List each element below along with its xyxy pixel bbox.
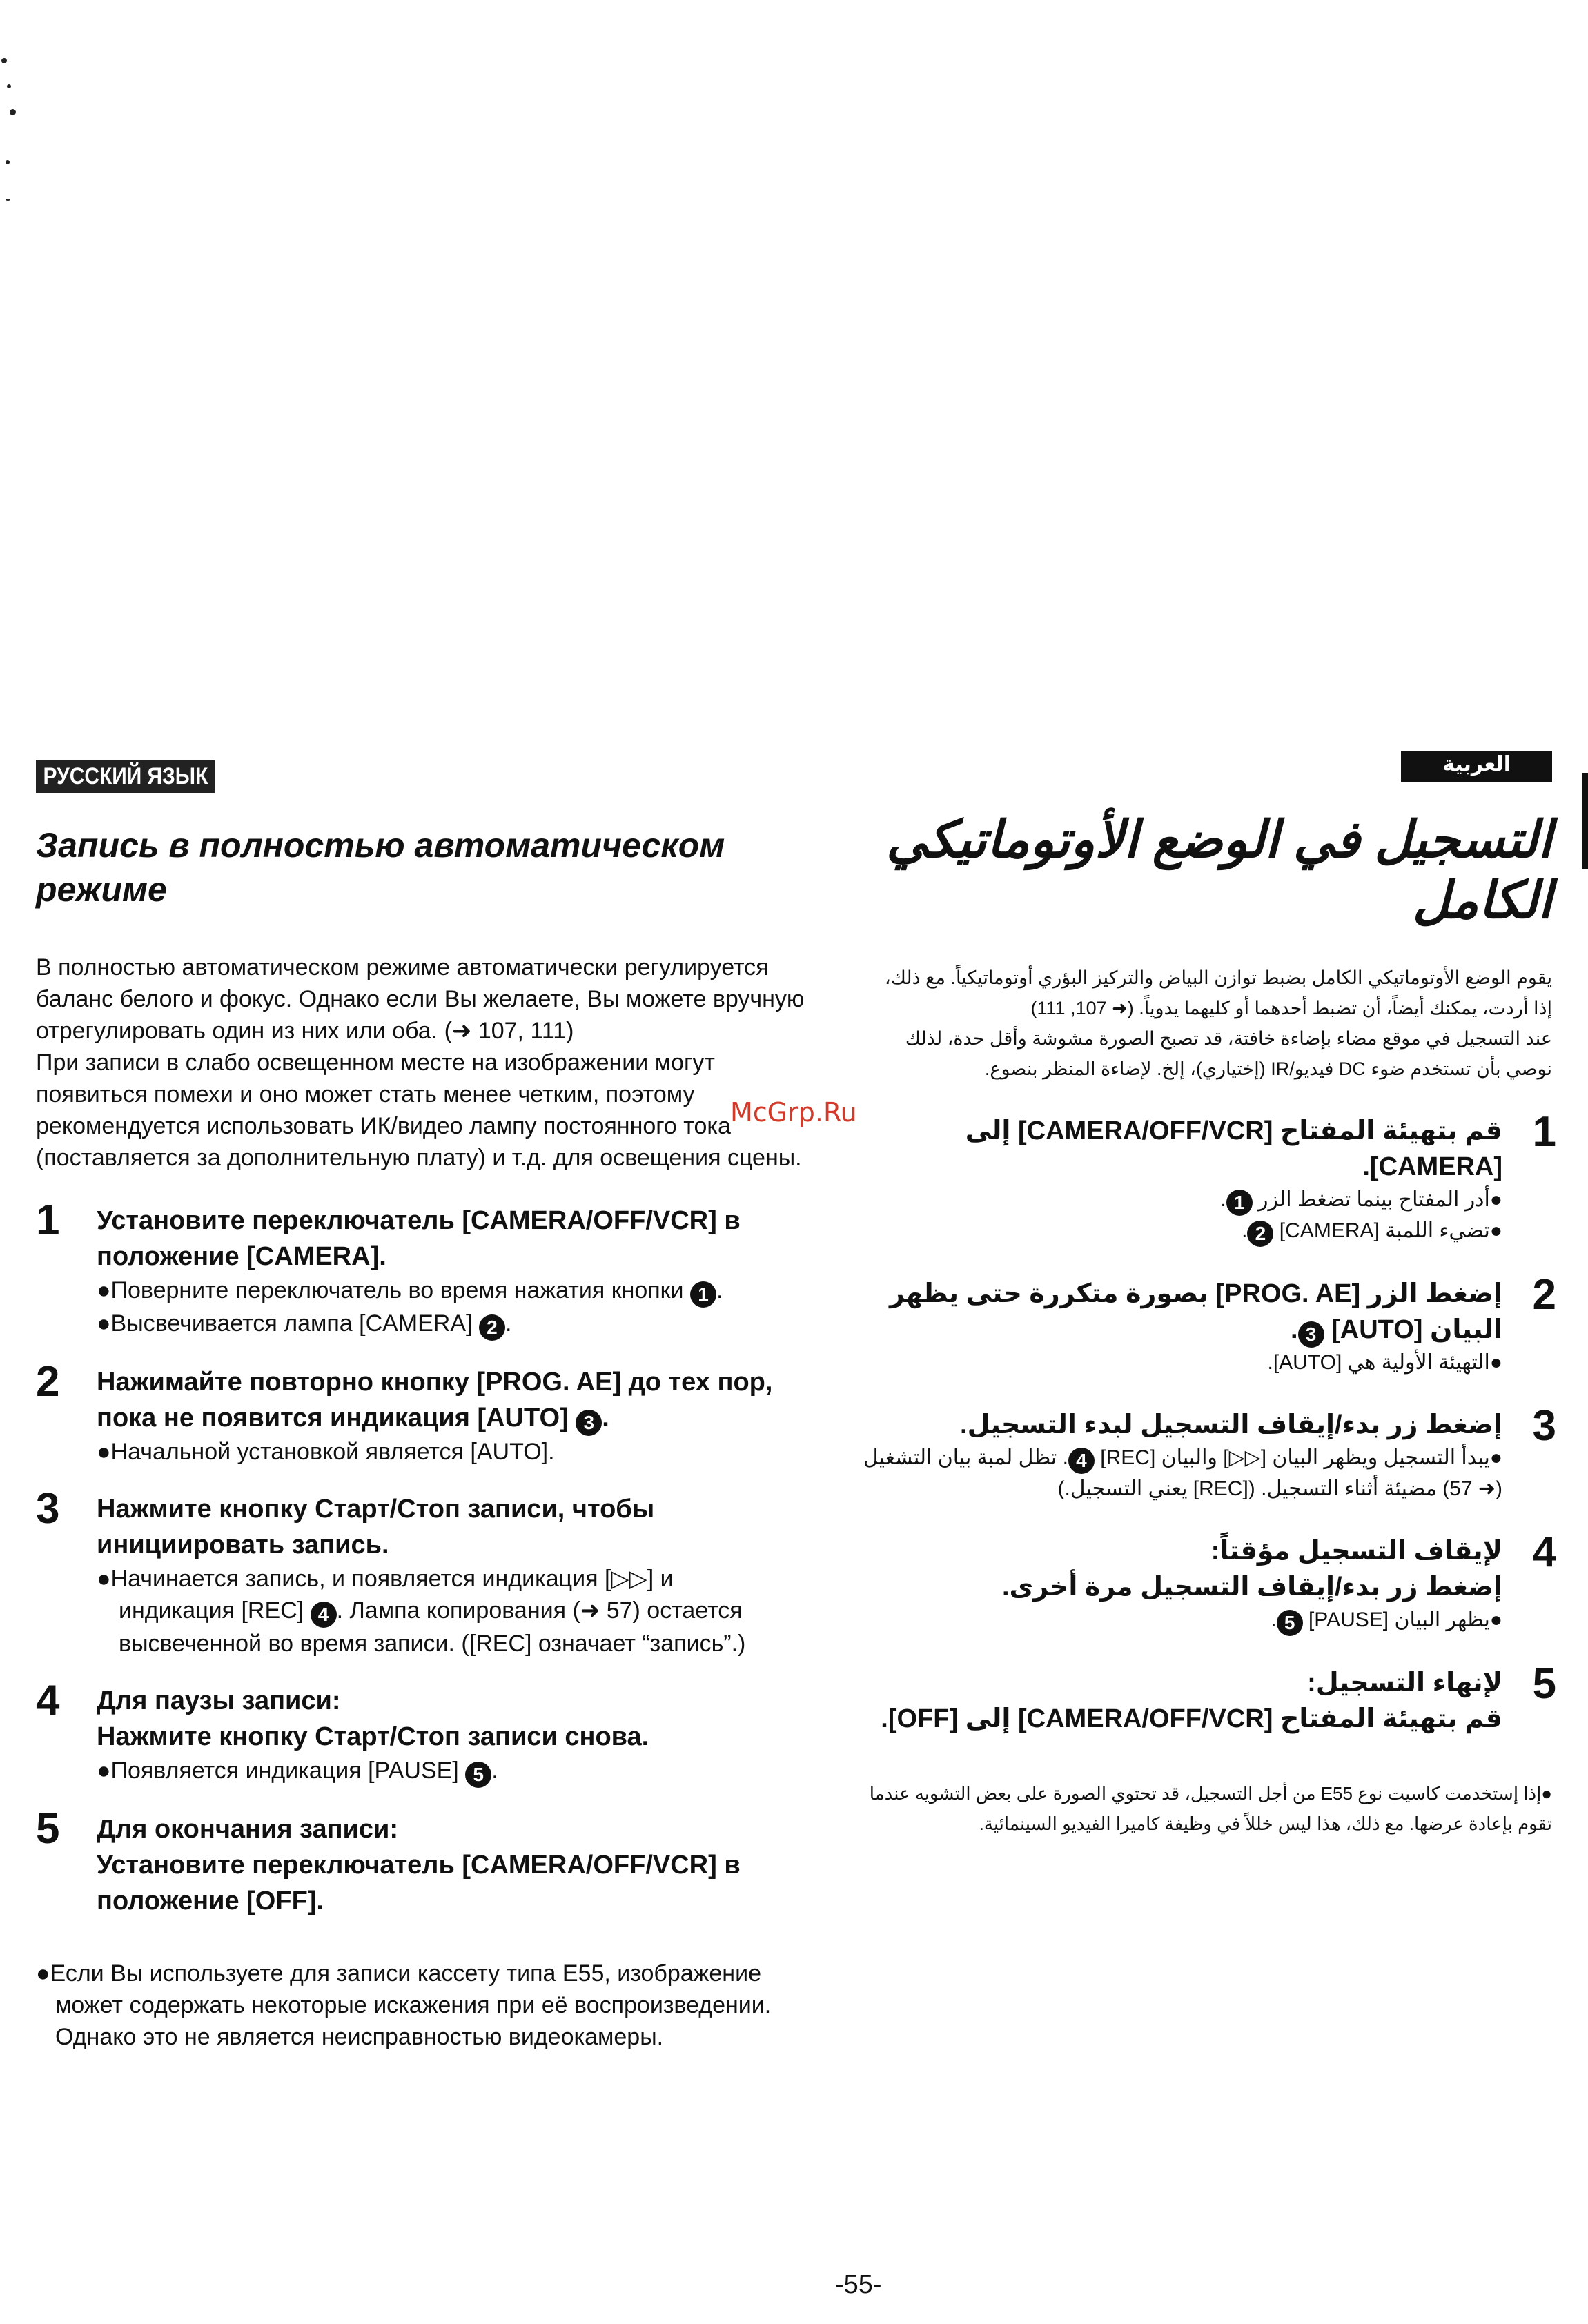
- step-bullet: ●Появляется индикация [PAUSE] 5 .: [97, 1755, 830, 1788]
- step-bullet: ●Поверните переключатель во время нажатия кнопки 1 .: [97, 1274, 830, 1308]
- step-heading: Нажимайте повторно кнопку [PROG. AE] до тех пор, пока не появится индикация [AUTO] 3 .: [97, 1364, 830, 1436]
- step-heading: قم بتهيئة المفتاح [CAMERA/OFF/VCR] إلى [CAMERA].: [965, 1116, 1502, 1181]
- arabic-column: [862, 751, 1556, 1839]
- callout-icon: 2: [1247, 1221, 1273, 1247]
- language-label: РУССКИЙ ЯЗЫК: [36, 760, 215, 793]
- intro-paragraph: При записи в слабо освещенном месте на изображении могут появиться помехи и оно может стать менее четким, поэтому рекомендуется использовать ИК/видео лампу постоянного тока (поставляется за дополнительную плату) и т.д. для освещения сцены.: [36, 1050, 802, 1171]
- step-4: [862, 1528, 1556, 1636]
- step-heading: Установите переключатель [CAMERA/OFF/VCR] в положение [CAMERA].: [97, 1206, 741, 1271]
- step-heading: Для окончания записи: Установите переключатель [CAMERA/OFF/VCR] в положение [OFF].: [97, 1815, 741, 1916]
- callout-icon: 3: [576, 1410, 602, 1436]
- intro-paragraph: В полностью автоматическом режиме автоматически регулируется баланс белого и фокус. Однако если Вы желаете, Вы можете вручную отрегулировать один из них или оба. (➜ 107, 111): [36, 954, 805, 1044]
- footnote: ●Если Вы используете для записи кассету типа E55, изображение может содержать некоторые искажения при её воспроизведении. Однако это не является неисправностью видеокамеры.: [36, 1960, 772, 2050]
- margin-marks: [0, 0, 28, 221]
- step-bullet: ●يبدأ التسجيل ويظهر البيان [▷▷] والبيان [REC] 4. تظل لمبة بيان التشغيل (➜ 57) مضيئة أثناء التسجيل. ([REC] يعني التسجيل.): [863, 1446, 1502, 1500]
- step-number: 3: [36, 1485, 60, 1533]
- callout-icon: 1: [1226, 1190, 1253, 1216]
- intro: [36, 952, 830, 1174]
- footnote: ●إذا إستخدمت كاسيت نوع E55 من أجل التسجيل، قد تحتوي الصورة على بعض التشويه عندما تقوم بإعادة عرضها. مع ذلك، هذا ليس خللاً في وظيفة كاميرا الفيديو السينمائية.: [869, 1783, 1552, 1834]
- step-4: [36, 1677, 830, 1788]
- step-number: 5: [1532, 1660, 1556, 1708]
- russian-column: [36, 760, 830, 2053]
- page-title: Запись в полностью автоматическом режиме: [36, 826, 725, 909]
- step-bullet: ●التهيئة الأولية هي [AUTO].: [1267, 1351, 1502, 1374]
- step-3: [862, 1402, 1556, 1504]
- callout-icon: 4: [311, 1602, 337, 1628]
- step-number: 5: [36, 1805, 60, 1853]
- page-title: التسجيل في الوضع الأوتوماتيكي الكامل: [886, 811, 1552, 929]
- step-2: [36, 1358, 830, 1468]
- step-number: 4: [36, 1677, 60, 1724]
- callout-icon: 5: [465, 1762, 491, 1788]
- watermark: McGrp.Ru: [730, 1097, 857, 1127]
- intro-paragraph: عند التسجيل في موقع مضاء بإضاءة خافتة، قد تصبح الصورة مشوشة وأقل حدة، لذلك نوصي بأن تستخدم ضوء DC فيديو/IR (إختياري)، إلخ. لإضاءة المنظر بنصوع.: [905, 1028, 1552, 1079]
- step-heading: لإيقاف التسجيل مؤقتاً: إضغط زر بدء/إيقاف التسجيل مرة أخرى.: [1001, 1537, 1502, 1602]
- step-number: 2: [36, 1358, 60, 1406]
- step-bullet: ●يظهر البيان [PAUSE] 5.: [862, 1605, 1502, 1636]
- step-number: 3: [1532, 1402, 1556, 1450]
- step-bullet: ●Высвечивается лампа [CAMERA] 2 .: [97, 1308, 830, 1341]
- step-number: 1: [36, 1197, 60, 1244]
- step-number: 2: [1532, 1271, 1556, 1319]
- callout-icon: 1: [690, 1281, 716, 1308]
- step-number: 1: [1532, 1108, 1556, 1156]
- step-1: [36, 1197, 830, 1341]
- step-number: 4: [1532, 1528, 1556, 1576]
- step-heading: إضغط الزر [PROG. AE] بصورة متكررة حتى يظهر البيان [AUTO] 3.: [862, 1276, 1502, 1348]
- step-5: [36, 1805, 830, 1919]
- intro-paragraph: يقوم الوضع الأوتوماتيكي الكامل بضبط توازن البياض والتركيز البؤري أوتوماتيكياً. مع ذلك، إذا أردت، يمكنك أيضاً، أن تضبط أحدهما أو كليهما يدوياً. (➜ 107, 111): [884, 967, 1552, 1018]
- step-bullet: ●Начальной установкой является [AUTO].: [97, 1439, 555, 1465]
- step-bullet: ●Начинается запись, и появляется индикация [▷▷] и: [97, 1566, 674, 1592]
- step-5: [862, 1660, 1556, 1737]
- intro: [862, 963, 1552, 1084]
- step-bullet: ●أدر المفتاح بينما تضغط الزر 1.: [862, 1185, 1502, 1216]
- step-3: [36, 1485, 830, 1660]
- language-label: العربية: [1401, 751, 1552, 782]
- page-number: -55-: [835, 2270, 882, 2299]
- step-heading: Для паузы записи: Нажмите кнопку Старт/Стоп записи снова.: [97, 1686, 649, 1751]
- callout-icon: 2: [479, 1314, 505, 1341]
- step-bullet: ●تضيء اللمبة [CAMERA] 2.: [862, 1216, 1502, 1247]
- step-bullet-continued: индикация [REC] 4 . Лампа копирования (➜ 57) остается высвеченной во время записи. ([REC] означает “запись”.): [119, 1597, 746, 1657]
- callout-icon: 4: [1068, 1448, 1095, 1474]
- step-heading: لإنهاء التسجيل: قم بتهيئة المفتاح [CAMERA/OFF/VCR] إلى [OFF].: [881, 1668, 1502, 1733]
- callout-icon: 3: [1298, 1321, 1324, 1348]
- callout-icon: 5: [1277, 1610, 1303, 1636]
- step-heading: إضغط زر بدء/إيقاف التسجيل لبدء التسجيل.: [960, 1410, 1502, 1439]
- edge-bar: [1582, 773, 1588, 869]
- step-2: [862, 1271, 1556, 1378]
- step-1: [862, 1108, 1556, 1247]
- step-heading: Нажмите кнопку Старт/Стоп записи, чтобы инициировать запись.: [97, 1495, 655, 1559]
